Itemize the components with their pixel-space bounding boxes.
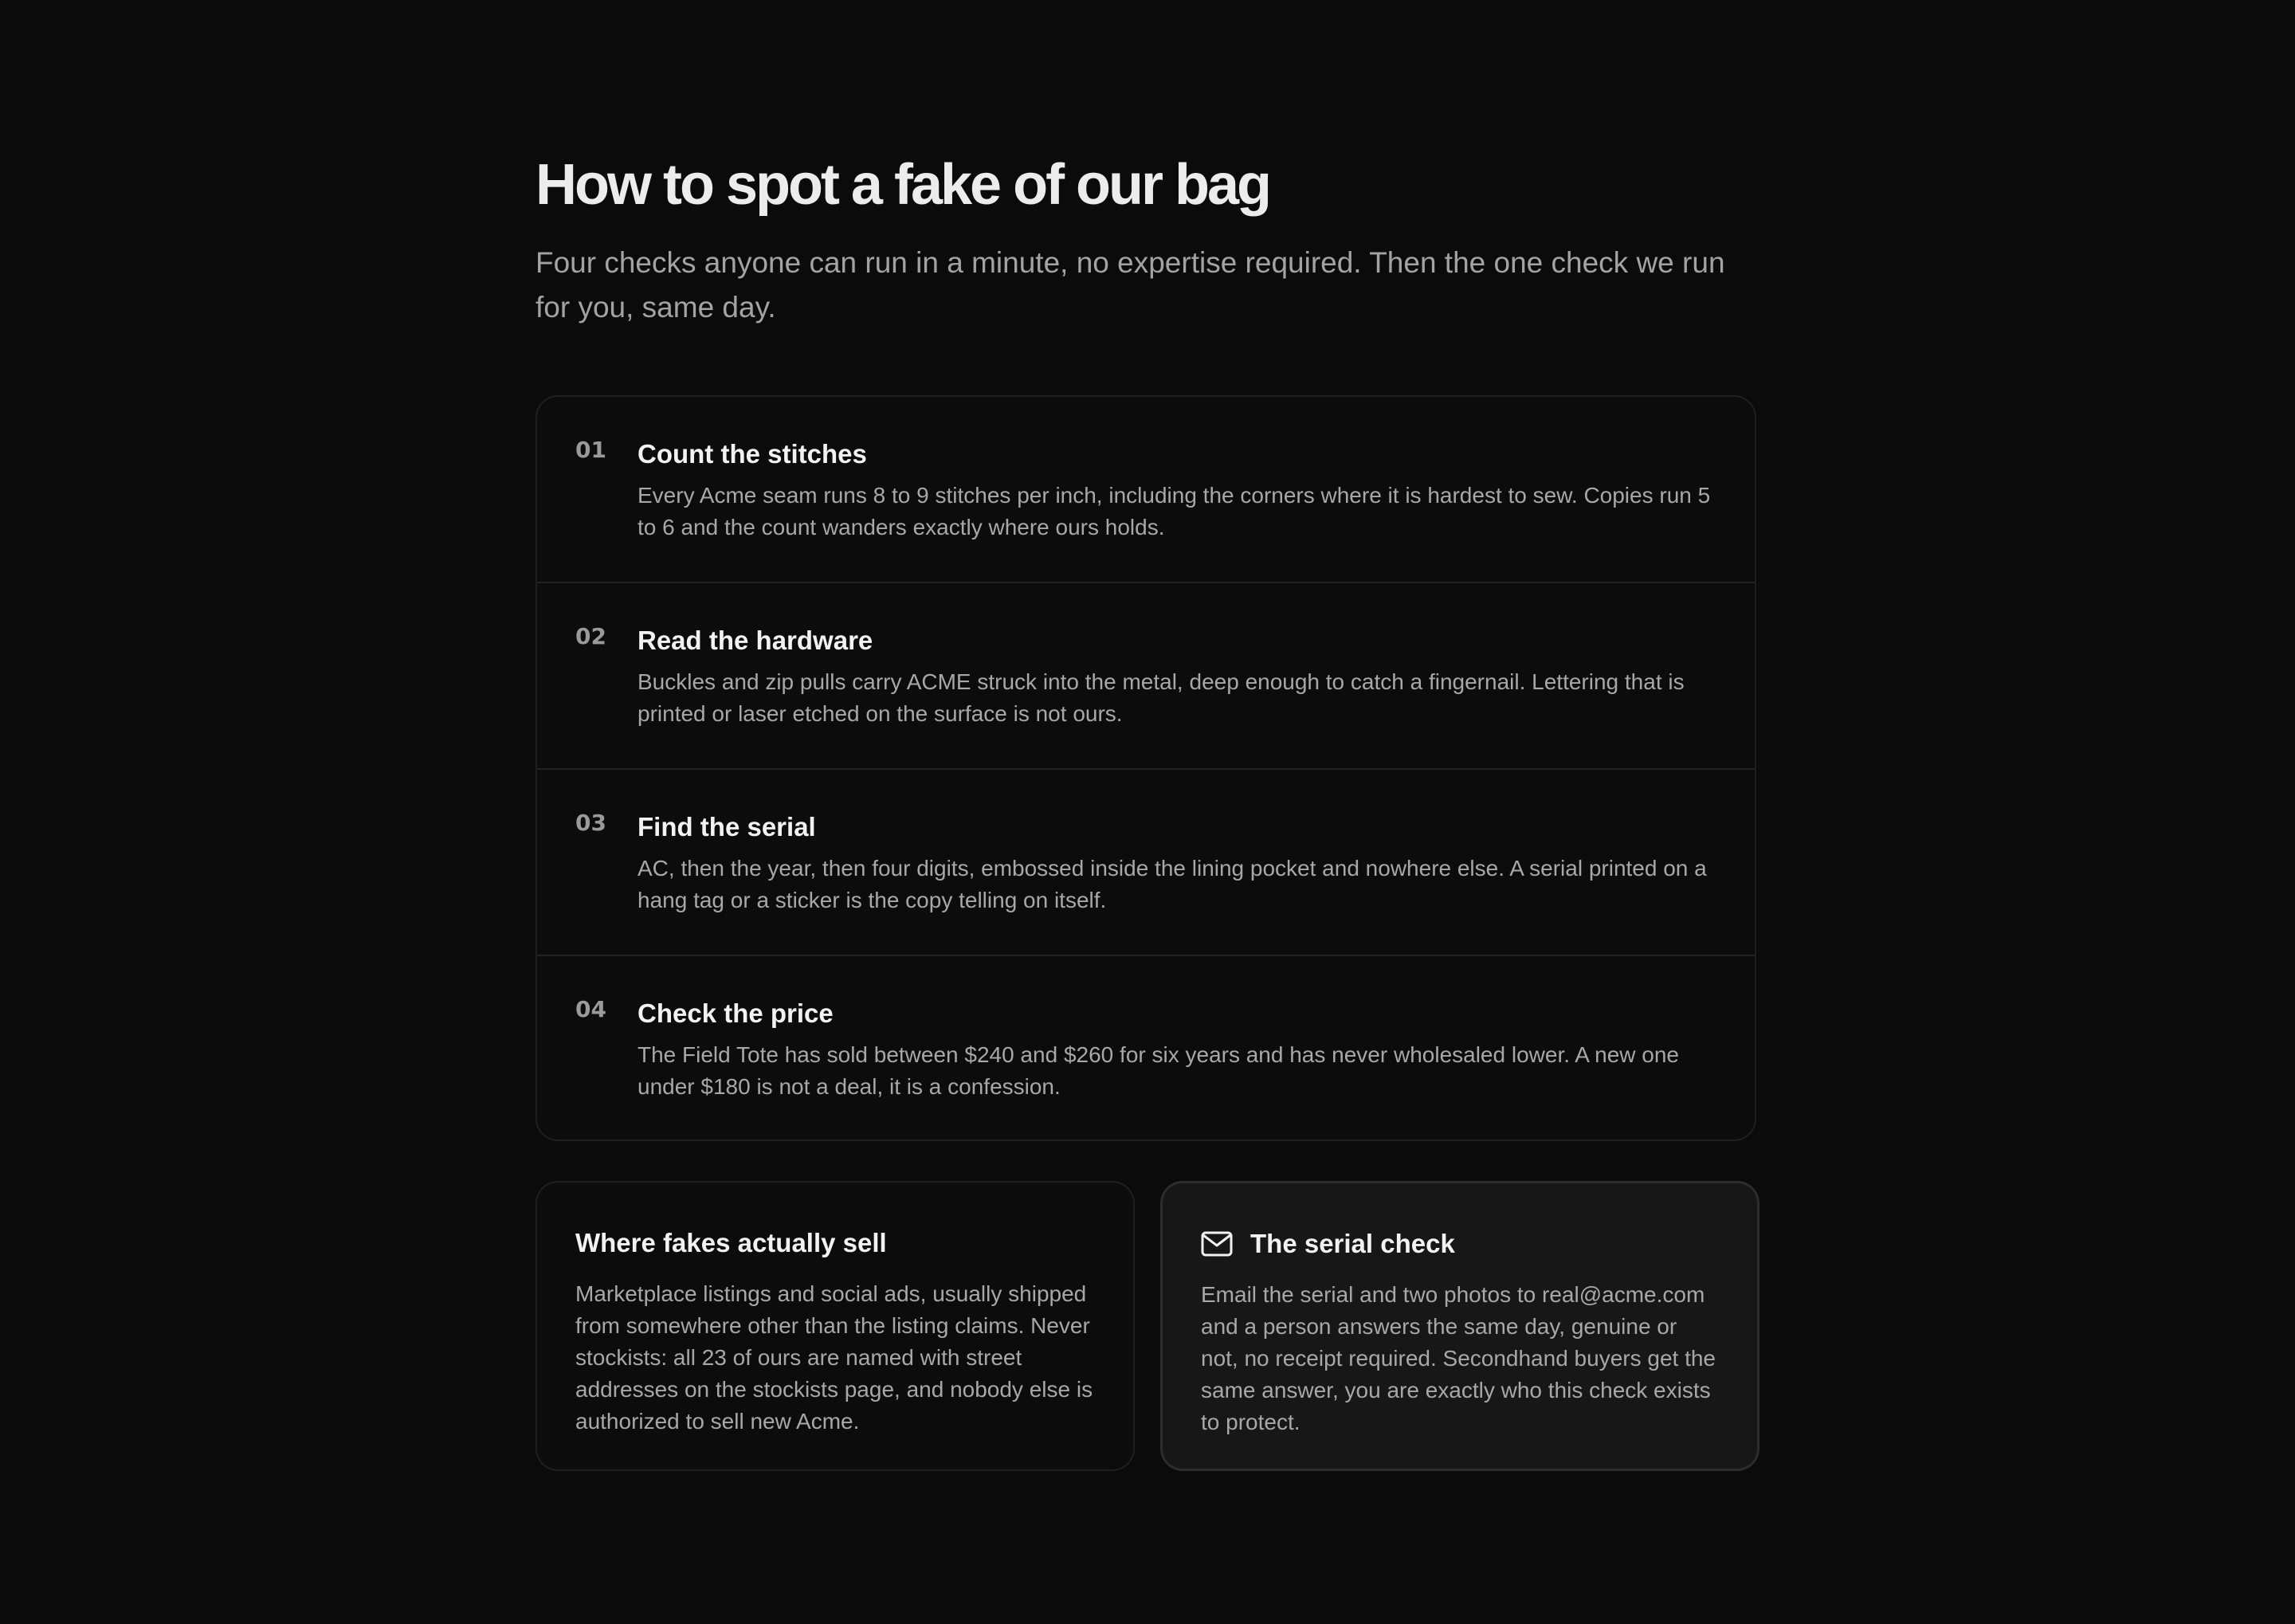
check-number: 03 <box>575 810 606 836</box>
check-title: Read the hardware <box>638 626 873 655</box>
card-description: Email the serial and two photos to real@acme.com and a person answers the same day, genuine or not, no receipt required. Secondhand buyers get the same answer, you are exactly who this check exists to protect. <box>1201 1282 1716 1434</box>
check-item <box>537 397 1755 583</box>
check-title: Count the stitches <box>638 439 867 469</box>
check-number: 01 <box>575 437 606 463</box>
card-header <box>575 1226 1095 1261</box>
card-title: The serial check <box>1250 1229 1455 1258</box>
check-description: The Field Tote has sold between $240 and $260 for six years and has never wholesaled lower. A new one under $180 is not a deal, it is a confession. <box>638 1042 1680 1099</box>
check-number: 02 <box>575 623 606 649</box>
page-subtitle: Four checks anyone can run in a minute, no expertise required. Then the one check we run for you, same day. <box>536 246 1725 324</box>
card-title: Where fakes actually sell <box>575 1228 887 1257</box>
check-description: AC, then the year, then four digits, embossed inside the lining pocket and nowhere else. A serial printed on a hang tag or a sticker is the copy telling on itself. <box>638 856 1707 912</box>
serial-check-card <box>1160 1181 1760 1471</box>
check-title: Check the price <box>638 998 834 1028</box>
card-description: Marketplace listings and social ads, usually shipped from somewhere other than the listing claims. Never stockists: all 23 of ours are named with street addresses on the stockists page, and nobody else is authorized to sell new Acme. <box>575 1281 1093 1434</box>
where-fakes-sell-card <box>536 1181 1135 1471</box>
mail-icon <box>1201 1231 1233 1257</box>
checks-list <box>536 395 1756 1141</box>
check-description: Buckles and zip pulls carry ACME struck into the metal, deep enough to catch a fingernail. Lettering that is printed or laser etched on the surface is not ours. <box>638 669 1685 726</box>
card-header <box>1201 1226 1719 1261</box>
check-description: Every Acme seam runs 8 to 9 stitches per inch, including the corners where it is hardest to sew. Copies run 5 to 6 and the count wanders exactly where ours holds. <box>638 483 1711 539</box>
check-item <box>537 956 1755 1141</box>
check-item <box>537 583 1755 770</box>
check-item <box>537 770 1755 956</box>
check-number: 04 <box>575 996 606 1022</box>
check-title: Find the serial <box>638 812 816 841</box>
page-title: How to spot a fake of our bag <box>536 153 1270 217</box>
